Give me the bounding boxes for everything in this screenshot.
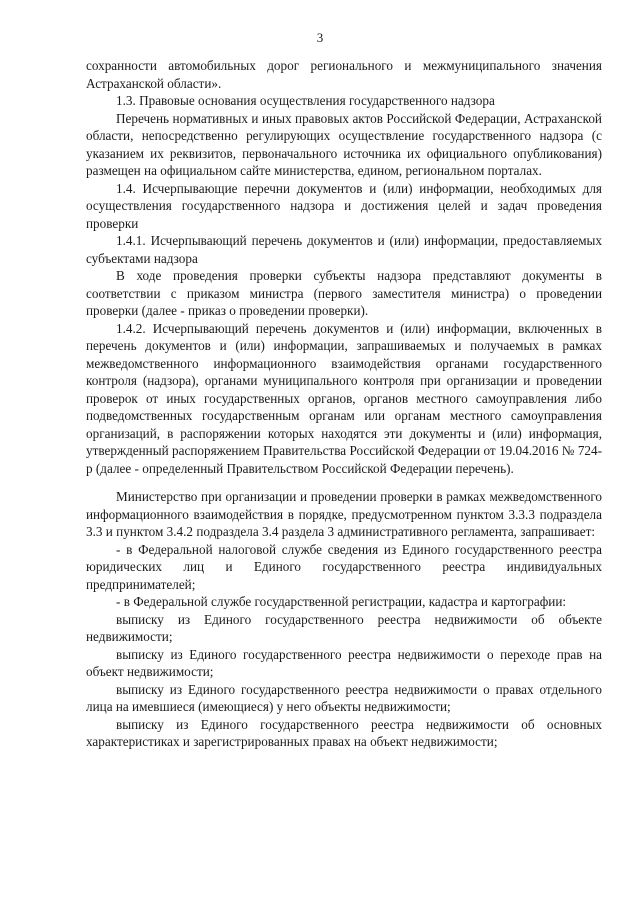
paragraph: выписку из Единого государственного реестра недвижимости о переходе прав на объект недвижимости; [86, 646, 602, 679]
paragraph: сохранности автомобильных дорог регионального и межмуниципального значения Астраханской области». [86, 58, 602, 91]
paragraph: В ходе проведения проверки субъекты надзора представляют документы в соответствии с приказом министра (первого заместителя министра) о проведении проверки (далее - приказ о проведении проверки). [86, 268, 602, 318]
paragraph: 1.4.2. Исчерпывающий перечень документов и (или) информации, включенных в перечень документов и (или) информации, запрашиваемых и получаемых в рамках межведомственного информационного взаимодействия органами государственного контроля (надзора), органами муниципального контроля при организации и проведении проверок от иных государственных органов, органов местного самоуправления либо подведомственных государственным органам или органам местного самоуправления организаций, в распоряжении которых находятся эти документы и (или) информация, утвержденный распоряжением Правительства Российской Федерации от 19.04.2016 № 724-р (далее - определенный Правительством Российской Федерации перечень). [86, 320, 602, 476]
paragraph: Министерство при организации и проведении проверки в рамках межведомственного информационного взаимодействия в порядке, предусмотренном пунктом 3.3.3 подраздела 3.3 и пунктом 3.4.2 подраздела 3.4 раздела 3 административного регламента, запрашивает: [86, 489, 602, 539]
page-number: 3 [316, 30, 324, 45]
document-body [86, 57, 602, 751]
paragraph: выписку из Единого государственного реестра недвижимости об основных характеристиках и зарегистрированных правах на объект недвижимости; [86, 716, 602, 749]
paragraph: - в Федеральной службе государственной регистрации, кадастра и картографии: [116, 594, 567, 609]
paragraph: - в Федеральной налоговой службе сведения из Единого государственного реестра юридических лиц и Единого государственного реестра индивидуальных предпринимателей; [86, 541, 602, 592]
paragraph: Перечень нормативных и иных правовых актов Российской Федерации, Астраханской области, непосредственно регулирующих осуществление государственного надзора (с указанием их реквизитов, первоначального источника их официального опубликования) размещен на официальном сайте министерства, едином, региональном порталах. [86, 110, 602, 178]
paragraph: выписку из Единого государственного реестра недвижимости об объекте недвижимости; [86, 611, 602, 644]
paragraph: выписку из Единого государственного реестра недвижимости о правах отдельного лица на имевшиеся (имеющиеся) у него объекты недвижимости; [86, 681, 602, 714]
paragraph: 1.3. Правовые основания осуществления государственного надзора [116, 93, 495, 108]
paragraph: 1.4.1. Исчерпывающий перечень документов и (или) информации, предоставляемых субъектами надзора [86, 233, 602, 266]
paragraph: 1.4. Исчерпывающие перечни документов и (или) информации, необходимых для осуществления государственного надзора и достижения целей и задач проведения проверки [86, 180, 602, 231]
